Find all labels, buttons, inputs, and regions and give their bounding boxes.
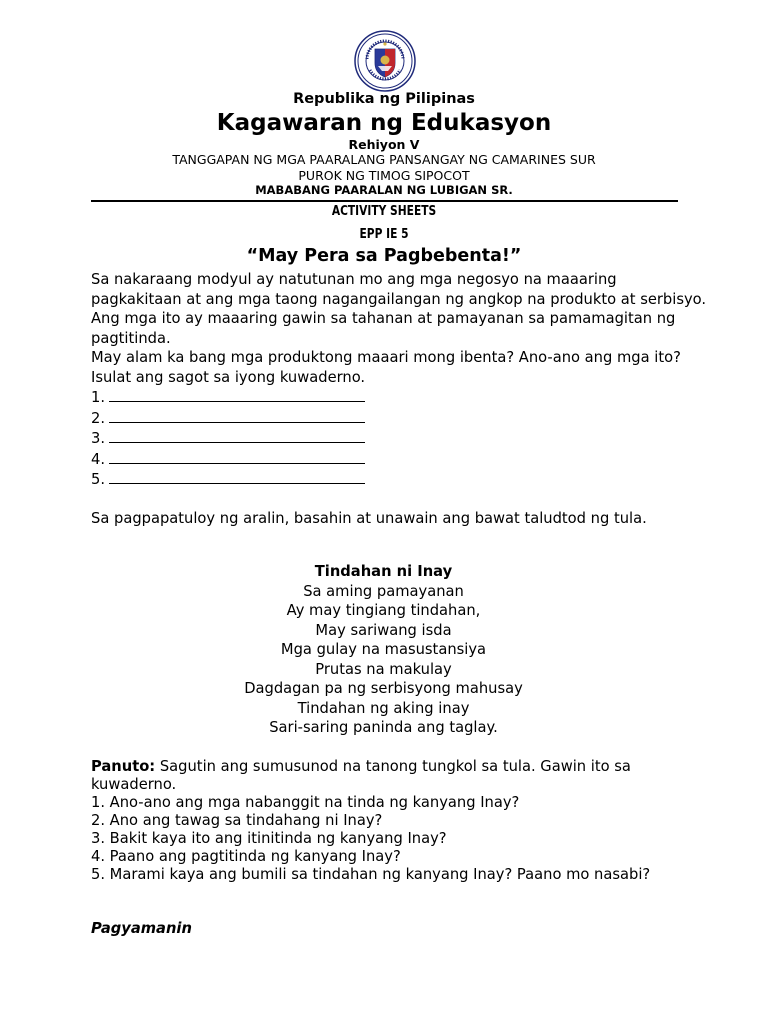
answer-blank	[109, 408, 365, 423]
answer-blank	[109, 387, 365, 402]
division-office-label: TANGGAPAN NG MGA PAARALANG PANSANGAY NG CAMARINES SUR	[172, 152, 596, 167]
instructions-text: Sagutin ang sumusunod na tanong tungkol sa tula. Gawin ito sa kuwaderno.	[91, 758, 631, 793]
instructions-lead: Panuto:	[91, 758, 156, 775]
answer-blank-line	[91, 428, 711, 449]
question-item: 3. Bakit kaya ito ang itinitinda ng kanyang Inay?	[91, 830, 447, 847]
republika-heading: Republika ng Pilipinas	[293, 91, 475, 107]
poem-line: Mga gulay na masustansiya	[280, 641, 487, 658]
intro-paragraph-4: Sa pagpapatuloy ng aralin, basahin at unawain ang bawat taludtod ng tula.	[91, 510, 647, 527]
question-item: 5. Marami kaya ang bumili sa tindahan ng kanyang Inay? Paano mo nasabi?	[91, 866, 651, 883]
blank-number: 2.	[91, 409, 106, 427]
poem-line: Dagdagan pa ng serbisyong mahusay	[244, 680, 523, 697]
lesson-title: “May Pera sa Pagbebenta!”	[246, 246, 522, 266]
header-divider	[91, 200, 678, 202]
question-item: 2. Ano ang tawag sa tindahang ni Inay?	[91, 812, 383, 829]
instructions-paragraph	[91, 758, 691, 794]
poem-section	[91, 562, 676, 738]
instructions-section	[91, 758, 691, 884]
answer-blank-line	[91, 469, 711, 490]
intro-section	[91, 270, 711, 529]
answer-blank-line	[91, 449, 711, 470]
intro-paragraph-2: Ang mga ito ay maaaring gawin sa tahanan at pamayanan sa pamamagitan ng pagtitinda.	[91, 310, 676, 347]
school-name: MABABANG PAARALAN NG LUBIGAN SR.	[255, 183, 513, 197]
answer-blank	[109, 428, 365, 443]
question-item: 4. Paano ang pagtitinda ng kanyang Inay?	[91, 848, 401, 865]
subject-label: EPP IE 5	[359, 227, 409, 242]
blank-number: 4.	[91, 450, 106, 468]
poem-line: May sariwang isda	[315, 621, 452, 639]
poem-line: Tindahan ng aking inay	[297, 699, 470, 717]
district-label: PUROK NG TIMOG SIPOCOT	[298, 168, 470, 183]
poem-line: Prutas na makulay	[315, 660, 452, 678]
blank-number: 5.	[91, 471, 106, 488]
answer-blank	[109, 449, 365, 464]
question-item: 1. Ano-ano ang mga nabanggit na tinda ng kanyang Inay?	[91, 794, 520, 811]
deped-seal-logo	[354, 30, 416, 92]
pagyamanin-heading: Pagyamanin	[91, 920, 192, 937]
activity-sheets-label: ACTIVITY SHEETS	[331, 204, 437, 219]
poem-title: Tindahan ni Inay	[314, 563, 453, 580]
intro-paragraph-1: Sa nakaraang modyul ay natutunan mo ang mga negosyo na maaaring pagkakitaan at ang mga taong nagangailangan ng angkop na produkto at serbisyo.	[91, 271, 707, 308]
answer-blank-line	[91, 408, 711, 429]
answer-blank-line	[91, 387, 711, 408]
intro-paragraph-3: May alam ka bang mga produktong maaari mong ibenta? Ano-ano ang mga ito? Isulat ang sagot sa iyong kuwaderno.	[91, 349, 681, 386]
region-label: Rehiyon V	[348, 137, 420, 152]
blank-number: 1.	[91, 389, 106, 406]
poem-line: Ay may tingiang tindahan,	[286, 602, 481, 619]
poem-line: Sari-saring paninda ang taglay.	[269, 719, 498, 736]
answer-blank	[109, 469, 365, 484]
department-heading: Kagawaran ng Edukasyon	[216, 110, 552, 136]
blank-number: 3.	[91, 430, 106, 447]
poem-line: Sa aming pamayanan	[303, 582, 464, 600]
